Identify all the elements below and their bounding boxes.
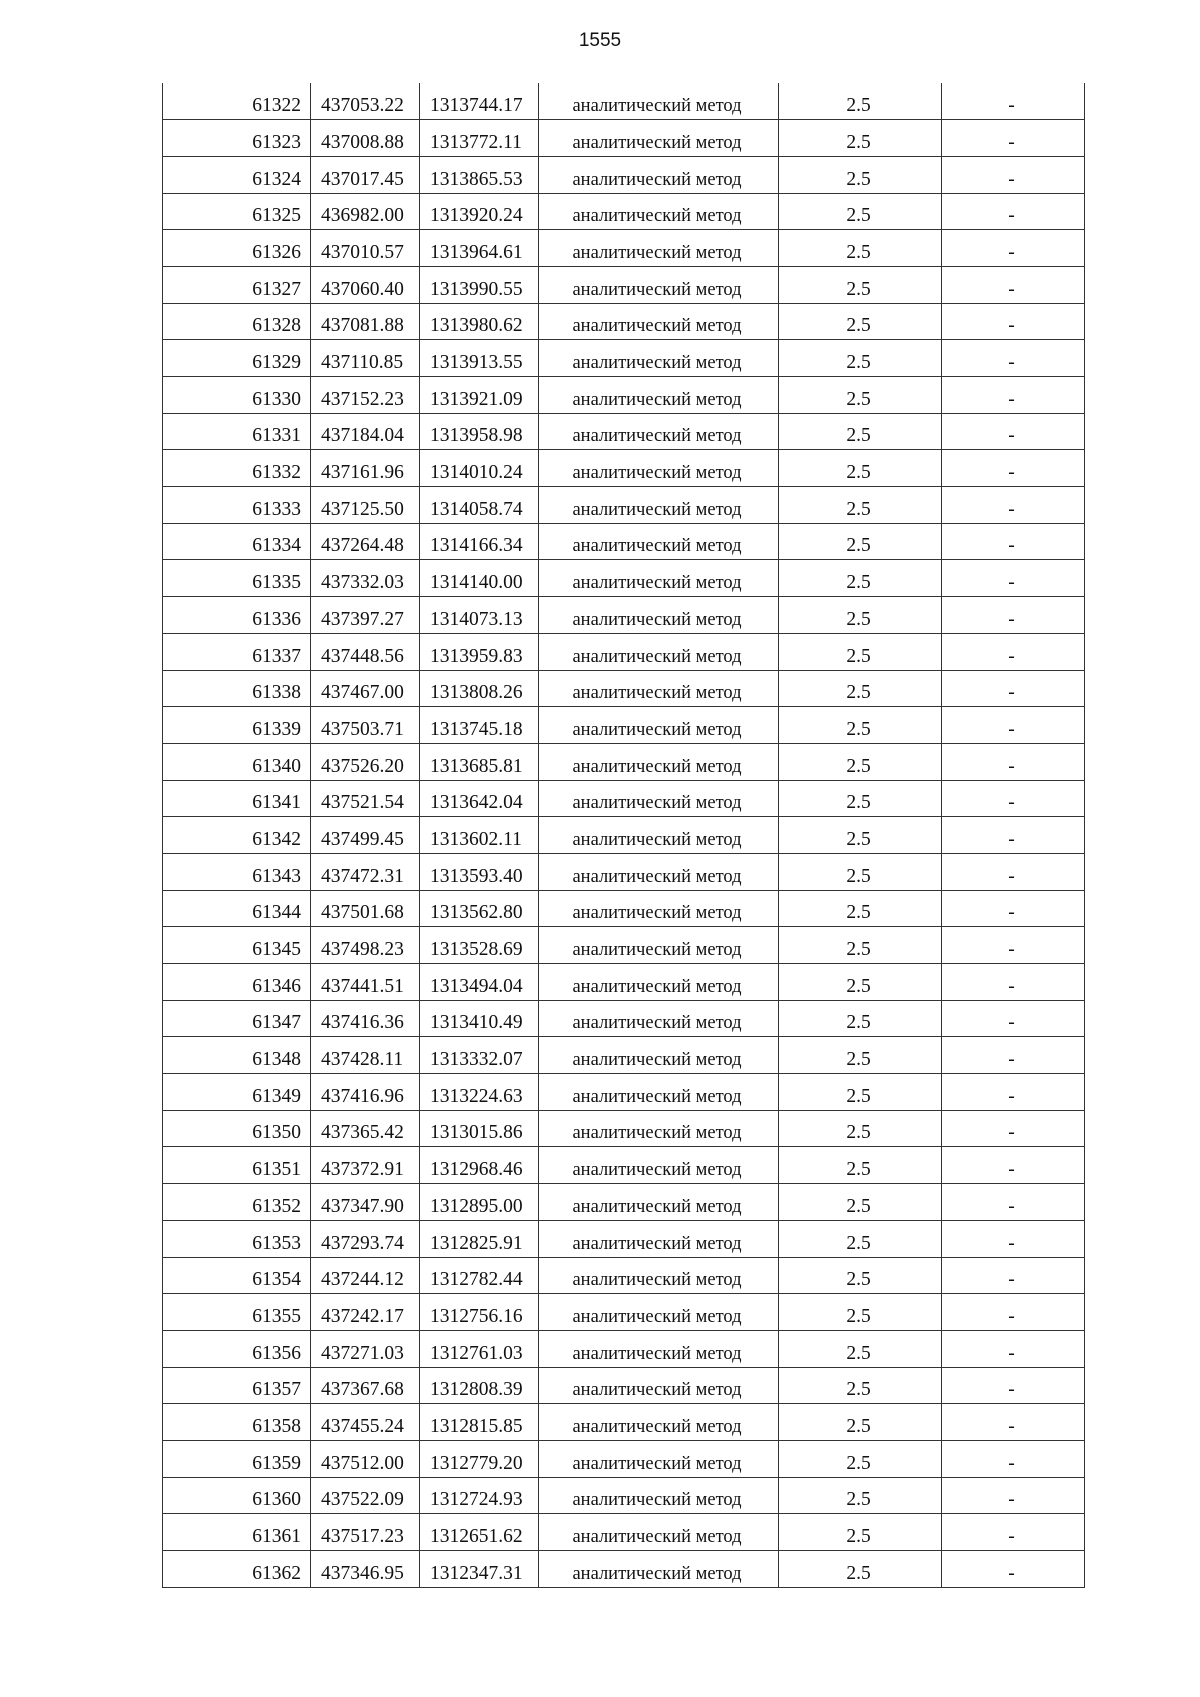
table-row xyxy=(163,1184,1085,1221)
point-number-cell: 61346 xyxy=(163,964,311,1001)
table-row xyxy=(163,377,1085,414)
accuracy-cell: 2.5 xyxy=(779,340,942,377)
x-coordinate-cell: 437467.00 xyxy=(311,670,420,707)
table-row xyxy=(163,303,1085,340)
method-cell: аналитический метод xyxy=(539,450,779,487)
x-coordinate-cell: 437346.95 xyxy=(311,1551,420,1588)
y-coordinate-cell: 1313808.26 xyxy=(420,670,539,707)
note-cell: - xyxy=(942,487,1085,524)
point-number-cell: 61344 xyxy=(163,890,311,927)
note-cell: - xyxy=(942,670,1085,707)
method-cell: аналитический метод xyxy=(539,230,779,267)
accuracy-cell: 2.5 xyxy=(779,377,942,414)
accuracy-cell: 2.5 xyxy=(779,1477,942,1514)
accuracy-cell: 2.5 xyxy=(779,1037,942,1074)
accuracy-cell: 2.5 xyxy=(779,1367,942,1404)
point-number-cell: 61336 xyxy=(163,597,311,634)
method-cell: аналитический метод xyxy=(539,597,779,634)
method-cell: аналитический метод xyxy=(539,707,779,744)
method-cell: аналитический метод xyxy=(539,1330,779,1367)
x-coordinate-cell: 437526.20 xyxy=(311,743,420,780)
x-coordinate-cell: 437512.00 xyxy=(311,1440,420,1477)
accuracy-cell: 2.5 xyxy=(779,450,942,487)
table-row xyxy=(163,523,1085,560)
point-number-cell: 61332 xyxy=(163,450,311,487)
y-coordinate-cell: 1312347.31 xyxy=(420,1551,539,1588)
point-number-cell: 61354 xyxy=(163,1257,311,1294)
x-coordinate-cell: 437521.54 xyxy=(311,780,420,817)
x-coordinate-cell: 437008.88 xyxy=(311,120,420,157)
table-row xyxy=(163,1000,1085,1037)
accuracy-cell: 2.5 xyxy=(779,743,942,780)
point-number-cell: 61358 xyxy=(163,1404,311,1441)
x-coordinate-cell: 437522.09 xyxy=(311,1477,420,1514)
point-number-cell: 61325 xyxy=(163,193,311,230)
note-cell: - xyxy=(942,303,1085,340)
accuracy-cell: 2.5 xyxy=(779,780,942,817)
accuracy-cell: 2.5 xyxy=(779,964,942,1001)
point-number-cell: 61353 xyxy=(163,1220,311,1257)
accuracy-cell: 2.5 xyxy=(779,1440,942,1477)
note-cell: - xyxy=(942,597,1085,634)
table-row xyxy=(163,1220,1085,1257)
x-coordinate-cell: 437428.11 xyxy=(311,1037,420,1074)
accuracy-cell: 2.5 xyxy=(779,927,942,964)
note-cell: - xyxy=(942,1367,1085,1404)
point-number-cell: 61333 xyxy=(163,487,311,524)
x-coordinate-cell: 437365.42 xyxy=(311,1110,420,1147)
note-cell: - xyxy=(942,817,1085,854)
note-cell: - xyxy=(942,1551,1085,1588)
method-cell: аналитический метод xyxy=(539,1294,779,1331)
method-cell: аналитический метод xyxy=(539,156,779,193)
coordinates-table xyxy=(162,83,1085,1588)
x-coordinate-cell: 437060.40 xyxy=(311,266,420,303)
method-cell: аналитический метод xyxy=(539,927,779,964)
accuracy-cell: 2.5 xyxy=(779,1074,942,1111)
note-cell: - xyxy=(942,780,1085,817)
table-row xyxy=(163,927,1085,964)
method-cell: аналитический метод xyxy=(539,1074,779,1111)
method-cell: аналитический метод xyxy=(539,1404,779,1441)
table-row xyxy=(163,890,1085,927)
accuracy-cell: 2.5 xyxy=(779,633,942,670)
page-number: 1555 xyxy=(578,30,622,51)
table-row xyxy=(163,1514,1085,1551)
method-cell: аналитический метод xyxy=(539,523,779,560)
point-number-cell: 61339 xyxy=(163,707,311,744)
x-coordinate-cell: 437347.90 xyxy=(311,1184,420,1221)
point-number-cell: 61355 xyxy=(163,1294,311,1331)
x-coordinate-cell: 437293.74 xyxy=(311,1220,420,1257)
method-cell: аналитический метод xyxy=(539,266,779,303)
y-coordinate-cell: 1313332.07 xyxy=(420,1037,539,1074)
table-row xyxy=(163,120,1085,157)
x-coordinate-cell: 437271.03 xyxy=(311,1330,420,1367)
accuracy-cell: 2.5 xyxy=(779,1514,942,1551)
note-cell: - xyxy=(942,1257,1085,1294)
method-cell: аналитический метод xyxy=(539,1367,779,1404)
method-cell: аналитический метод xyxy=(539,633,779,670)
x-coordinate-cell: 437448.56 xyxy=(311,633,420,670)
point-number-cell: 61324 xyxy=(163,156,311,193)
table-row xyxy=(163,743,1085,780)
accuracy-cell: 2.5 xyxy=(779,266,942,303)
accuracy-cell: 2.5 xyxy=(779,1147,942,1184)
y-coordinate-cell: 1313410.49 xyxy=(420,1000,539,1037)
point-number-cell: 61331 xyxy=(163,413,311,450)
point-number-cell: 61340 xyxy=(163,743,311,780)
method-cell: аналитический метод xyxy=(539,1147,779,1184)
note-cell: - xyxy=(942,964,1085,1001)
y-coordinate-cell: 1312968.46 xyxy=(420,1147,539,1184)
accuracy-cell: 2.5 xyxy=(779,1110,942,1147)
y-coordinate-cell: 1313562.80 xyxy=(420,890,539,927)
method-cell: аналитический метод xyxy=(539,743,779,780)
point-number-cell: 61362 xyxy=(163,1551,311,1588)
point-number-cell: 61343 xyxy=(163,853,311,890)
y-coordinate-cell: 1313015.86 xyxy=(420,1110,539,1147)
y-coordinate-cell: 1313745.18 xyxy=(420,707,539,744)
method-cell: аналитический метод xyxy=(539,1551,779,1588)
y-coordinate-cell: 1314010.24 xyxy=(420,450,539,487)
note-cell: - xyxy=(942,743,1085,780)
note-cell: - xyxy=(942,1110,1085,1147)
note-cell: - xyxy=(942,560,1085,597)
y-coordinate-cell: 1313528.69 xyxy=(420,927,539,964)
y-coordinate-cell: 1313913.55 xyxy=(420,340,539,377)
method-cell: аналитический метод xyxy=(539,83,779,120)
point-number-cell: 61348 xyxy=(163,1037,311,1074)
coordinates-table-body xyxy=(163,83,1085,1587)
x-coordinate-cell: 436982.00 xyxy=(311,193,420,230)
note-cell: - xyxy=(942,1074,1085,1111)
table-row xyxy=(163,1477,1085,1514)
y-coordinate-cell: 1313744.17 xyxy=(420,83,539,120)
table-row xyxy=(163,633,1085,670)
x-coordinate-cell: 437264.48 xyxy=(311,523,420,560)
method-cell: аналитический метод xyxy=(539,1477,779,1514)
x-coordinate-cell: 437081.88 xyxy=(311,303,420,340)
accuracy-cell: 2.5 xyxy=(779,413,942,450)
method-cell: аналитический метод xyxy=(539,670,779,707)
method-cell: аналитический метод xyxy=(539,193,779,230)
method-cell: аналитический метод xyxy=(539,853,779,890)
note-cell: - xyxy=(942,1477,1085,1514)
x-coordinate-cell: 437332.03 xyxy=(311,560,420,597)
note-cell: - xyxy=(942,890,1085,927)
point-number-cell: 61335 xyxy=(163,560,311,597)
point-number-cell: 61345 xyxy=(163,927,311,964)
note-cell: - xyxy=(942,853,1085,890)
y-coordinate-cell: 1312825.91 xyxy=(420,1220,539,1257)
note-cell: - xyxy=(942,1404,1085,1441)
method-cell: аналитический метод xyxy=(539,560,779,597)
accuracy-cell: 2.5 xyxy=(779,1551,942,1588)
table-row xyxy=(163,1257,1085,1294)
accuracy-cell: 2.5 xyxy=(779,303,942,340)
accuracy-cell: 2.5 xyxy=(779,1000,942,1037)
method-cell: аналитический метод xyxy=(539,780,779,817)
x-coordinate-cell: 437053.22 xyxy=(311,83,420,120)
x-coordinate-cell: 437416.36 xyxy=(311,1000,420,1037)
y-coordinate-cell: 1313990.55 xyxy=(420,266,539,303)
accuracy-cell: 2.5 xyxy=(779,560,942,597)
table-row xyxy=(163,1440,1085,1477)
y-coordinate-cell: 1313921.09 xyxy=(420,377,539,414)
accuracy-cell: 2.5 xyxy=(779,83,942,120)
accuracy-cell: 2.5 xyxy=(779,1330,942,1367)
y-coordinate-cell: 1312779.20 xyxy=(420,1440,539,1477)
method-cell: аналитический метод xyxy=(539,890,779,927)
point-number-cell: 61361 xyxy=(163,1514,311,1551)
x-coordinate-cell: 437017.45 xyxy=(311,156,420,193)
y-coordinate-cell: 1313959.83 xyxy=(420,633,539,670)
x-coordinate-cell: 437498.23 xyxy=(311,927,420,964)
note-cell: - xyxy=(942,1330,1085,1367)
note-cell: - xyxy=(942,377,1085,414)
table-row xyxy=(163,193,1085,230)
method-cell: аналитический метод xyxy=(539,303,779,340)
y-coordinate-cell: 1313224.63 xyxy=(420,1074,539,1111)
accuracy-cell: 2.5 xyxy=(779,670,942,707)
note-cell: - xyxy=(942,413,1085,450)
table-row xyxy=(163,1404,1085,1441)
point-number-cell: 61351 xyxy=(163,1147,311,1184)
point-number-cell: 61357 xyxy=(163,1367,311,1404)
x-coordinate-cell: 437010.57 xyxy=(311,230,420,267)
table-row xyxy=(163,560,1085,597)
note-cell: - xyxy=(942,707,1085,744)
table-row xyxy=(163,1074,1085,1111)
accuracy-cell: 2.5 xyxy=(779,853,942,890)
method-cell: аналитический метод xyxy=(539,1184,779,1221)
x-coordinate-cell: 437501.68 xyxy=(311,890,420,927)
table-row xyxy=(163,1037,1085,1074)
y-coordinate-cell: 1312761.03 xyxy=(420,1330,539,1367)
note-cell: - xyxy=(942,1147,1085,1184)
point-number-cell: 61341 xyxy=(163,780,311,817)
table-row xyxy=(163,156,1085,193)
y-coordinate-cell: 1314058.74 xyxy=(420,487,539,524)
table-row xyxy=(163,1367,1085,1404)
point-number-cell: 61337 xyxy=(163,633,311,670)
table-row xyxy=(163,707,1085,744)
y-coordinate-cell: 1313685.81 xyxy=(420,743,539,780)
method-cell: аналитический метод xyxy=(539,964,779,1001)
method-cell: аналитический метод xyxy=(539,487,779,524)
table-row xyxy=(163,83,1085,120)
method-cell: аналитический метод xyxy=(539,340,779,377)
y-coordinate-cell: 1313602.11 xyxy=(420,817,539,854)
y-coordinate-cell: 1313865.53 xyxy=(420,156,539,193)
y-coordinate-cell: 1312724.93 xyxy=(420,1477,539,1514)
method-cell: аналитический метод xyxy=(539,120,779,157)
table-row xyxy=(163,340,1085,377)
y-coordinate-cell: 1312895.00 xyxy=(420,1184,539,1221)
accuracy-cell: 2.5 xyxy=(779,156,942,193)
note-cell: - xyxy=(942,340,1085,377)
point-number-cell: 61352 xyxy=(163,1184,311,1221)
note-cell: - xyxy=(942,120,1085,157)
point-number-cell: 61322 xyxy=(163,83,311,120)
table-row xyxy=(163,780,1085,817)
accuracy-cell: 2.5 xyxy=(779,487,942,524)
point-number-cell: 61350 xyxy=(163,1110,311,1147)
x-coordinate-cell: 437152.23 xyxy=(311,377,420,414)
accuracy-cell: 2.5 xyxy=(779,523,942,560)
table-row xyxy=(163,487,1085,524)
y-coordinate-cell: 1313980.62 xyxy=(420,303,539,340)
y-coordinate-cell: 1313642.04 xyxy=(420,780,539,817)
y-coordinate-cell: 1314073.13 xyxy=(420,597,539,634)
y-coordinate-cell: 1312782.44 xyxy=(420,1257,539,1294)
y-coordinate-cell: 1312808.39 xyxy=(420,1367,539,1404)
accuracy-cell: 2.5 xyxy=(779,1184,942,1221)
point-number-cell: 61359 xyxy=(163,1440,311,1477)
table-row xyxy=(163,266,1085,303)
table-row xyxy=(163,230,1085,267)
y-coordinate-cell: 1312815.85 xyxy=(420,1404,539,1441)
table-row xyxy=(163,853,1085,890)
point-number-cell: 61347 xyxy=(163,1000,311,1037)
table-row xyxy=(163,964,1085,1001)
accuracy-cell: 2.5 xyxy=(779,1220,942,1257)
x-coordinate-cell: 437161.96 xyxy=(311,450,420,487)
point-number-cell: 61326 xyxy=(163,230,311,267)
y-coordinate-cell: 1314140.00 xyxy=(420,560,539,597)
note-cell: - xyxy=(942,230,1085,267)
note-cell: - xyxy=(942,523,1085,560)
table-row xyxy=(163,1294,1085,1331)
y-coordinate-cell: 1313772.11 xyxy=(420,120,539,157)
x-coordinate-cell: 437125.50 xyxy=(311,487,420,524)
x-coordinate-cell: 437472.31 xyxy=(311,853,420,890)
y-coordinate-cell: 1313920.24 xyxy=(420,193,539,230)
note-cell: - xyxy=(942,266,1085,303)
note-cell: - xyxy=(942,193,1085,230)
table-row xyxy=(163,597,1085,634)
table-row xyxy=(163,413,1085,450)
x-coordinate-cell: 437499.45 xyxy=(311,817,420,854)
method-cell: аналитический метод xyxy=(539,377,779,414)
table-row xyxy=(163,817,1085,854)
x-coordinate-cell: 437184.04 xyxy=(311,413,420,450)
x-coordinate-cell: 437367.68 xyxy=(311,1367,420,1404)
note-cell: - xyxy=(942,1514,1085,1551)
note-cell: - xyxy=(942,1220,1085,1257)
method-cell: аналитический метод xyxy=(539,1220,779,1257)
point-number-cell: 61328 xyxy=(163,303,311,340)
point-number-cell: 61342 xyxy=(163,817,311,854)
table-row xyxy=(163,1147,1085,1184)
x-coordinate-cell: 437455.24 xyxy=(311,1404,420,1441)
note-cell: - xyxy=(942,83,1085,120)
note-cell: - xyxy=(942,1184,1085,1221)
x-coordinate-cell: 437503.71 xyxy=(311,707,420,744)
accuracy-cell: 2.5 xyxy=(779,230,942,267)
table-row xyxy=(163,450,1085,487)
y-coordinate-cell: 1312756.16 xyxy=(420,1294,539,1331)
method-cell: аналитический метод xyxy=(539,1257,779,1294)
x-coordinate-cell: 437242.17 xyxy=(311,1294,420,1331)
accuracy-cell: 2.5 xyxy=(779,817,942,854)
note-cell: - xyxy=(942,156,1085,193)
x-coordinate-cell: 437517.23 xyxy=(311,1514,420,1551)
accuracy-cell: 2.5 xyxy=(779,193,942,230)
accuracy-cell: 2.5 xyxy=(779,120,942,157)
point-number-cell: 61327 xyxy=(163,266,311,303)
method-cell: аналитический метод xyxy=(539,1514,779,1551)
y-coordinate-cell: 1313593.40 xyxy=(420,853,539,890)
y-coordinate-cell: 1313964.61 xyxy=(420,230,539,267)
note-cell: - xyxy=(942,1037,1085,1074)
accuracy-cell: 2.5 xyxy=(779,1257,942,1294)
y-coordinate-cell: 1313494.04 xyxy=(420,964,539,1001)
point-number-cell: 61360 xyxy=(163,1477,311,1514)
table-row xyxy=(163,1110,1085,1147)
table-row xyxy=(163,1330,1085,1367)
method-cell: аналитический метод xyxy=(539,1440,779,1477)
table-row xyxy=(163,1551,1085,1588)
table-row xyxy=(163,670,1085,707)
note-cell: - xyxy=(942,633,1085,670)
method-cell: аналитический метод xyxy=(539,1037,779,1074)
method-cell: аналитический метод xyxy=(539,1110,779,1147)
x-coordinate-cell: 437372.91 xyxy=(311,1147,420,1184)
accuracy-cell: 2.5 xyxy=(779,707,942,744)
x-coordinate-cell: 437441.51 xyxy=(311,964,420,1001)
accuracy-cell: 2.5 xyxy=(779,890,942,927)
y-coordinate-cell: 1313958.98 xyxy=(420,413,539,450)
note-cell: - xyxy=(942,450,1085,487)
point-number-cell: 61338 xyxy=(163,670,311,707)
point-number-cell: 61334 xyxy=(163,523,311,560)
method-cell: аналитический метод xyxy=(539,817,779,854)
note-cell: - xyxy=(942,1440,1085,1477)
x-coordinate-cell: 437416.96 xyxy=(311,1074,420,1111)
accuracy-cell: 2.5 xyxy=(779,597,942,634)
note-cell: - xyxy=(942,927,1085,964)
point-number-cell: 61330 xyxy=(163,377,311,414)
note-cell: - xyxy=(942,1000,1085,1037)
point-number-cell: 61329 xyxy=(163,340,311,377)
x-coordinate-cell: 437110.85 xyxy=(311,340,420,377)
x-coordinate-cell: 437397.27 xyxy=(311,597,420,634)
point-number-cell: 61356 xyxy=(163,1330,311,1367)
point-number-cell: 61349 xyxy=(163,1074,311,1111)
point-number-cell: 61323 xyxy=(163,120,311,157)
y-coordinate-cell: 1314166.34 xyxy=(420,523,539,560)
x-coordinate-cell: 437244.12 xyxy=(311,1257,420,1294)
accuracy-cell: 2.5 xyxy=(779,1404,942,1441)
y-coordinate-cell: 1312651.62 xyxy=(420,1514,539,1551)
method-cell: аналитический метод xyxy=(539,413,779,450)
note-cell: - xyxy=(942,1294,1085,1331)
accuracy-cell: 2.5 xyxy=(779,1294,942,1331)
method-cell: аналитический метод xyxy=(539,1000,779,1037)
